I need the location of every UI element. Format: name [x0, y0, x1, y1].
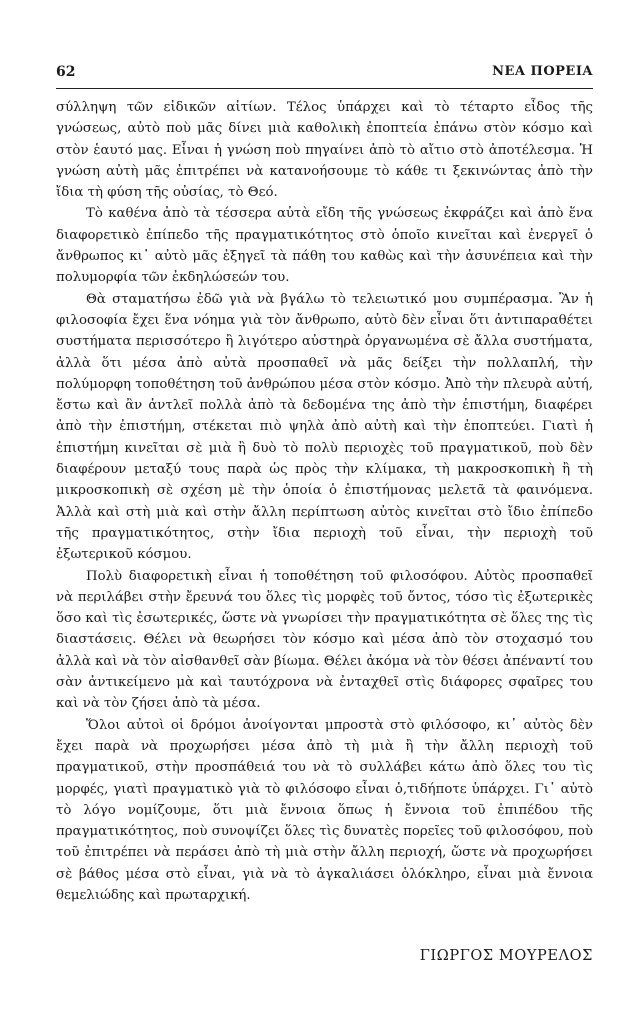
header-rule	[56, 88, 593, 89]
paragraph-conclusion: Θὰ σταματήσω ἐδῶ γιὰ νὰ βγάλω τὸ τελειωτικό μου συμπέρασμα. Ἂν ἡ φιλοσοφία ἔχει ἕνα νόημα γιὰ τὸν ἄνθρωπο, αὐτὸ δὲν εἶναι ὅτι ἀντιπαραθέτει συστήματα περισσότερο ἢ λιγότερο αὐστηρὰ ὀργανωμένα σὲ ἄλλα συστήματα, ἀλλὰ ὅτι μέσα ἀπὸ αὐτὰ προσπαθεῖ νὰ μᾶς δείξει τὴν πολλαπλή, τὴν πολύμορφη τοποθέτηση τοῦ ἀνθρώπου μέσα στὸν κόσμο. Ἀπὸ τὴν πλευρὰ αὐτή, ἔστω καὶ ἂν ἀντλεῖ πολλὰ ἀπὸ τὰ δεδομένα της ἀπὸ τὴν ἐπιστήμη, διαφέρει ἀπὸ τὴν ἐπιστήμη, στέκεται πιὸ ψηλὰ ἀπὸ αὐτὴ καὶ τὴν ἐποπτεύει. Γιατὶ ἡ ἐπιστήμη κινεῖται σὲ μιὰ ἢ δυὸ τὸ πολὺ περιοχὲς τοῦ πραγματικοῦ, ποὺ δὲν διαφέρουν μεταξύ τους παρὰ ὡς πρὸς τὴν κλίμακα, τὴ μακροσκοπικὴ ἢ τὴ μικροσκοπικὴ σὲ σχέση μὲ τὴν ὁποία ὁ ἐπιστήμονας μελετᾶ τὰ φαινόμενα. Ἀλλὰ καὶ στὴ μιὰ καὶ στὴν ἄλλη περίπτωση αὐτὸς κινεῖται στὸ ἴδιο ἐπίπεδο τῆς πραγματικότητος, στὴν ἴδια περιοχὴ τοῦ εἶναι, τὴν περιοχὴ τοῦ ἐξωτερικοῦ κόσμου.	[56, 291, 593, 563]
paragraph-philosopher-position: Πολὺ διαφορετικὴ εἶναι ἡ τοποθέτηση τοῦ φιλοσόφου. Αὐτὸς προσπαθεῖ νὰ περιλάβει στὴν ἔρευνά του ὅλες τὶς μορφὲς τοῦ ὄντος, τόσο τὶς ἐξωτερικὲς ὅσο καὶ τὶς ἐσωτερικές, ὥστε νὰ γνωρίσει τὴν πραγματικότητα σὲ ὅλες της τὶς διαστάσεις. Θέλει νὰ θεωρήσει τὸν κόσμο καὶ μέσα ἀπὸ τὸν στοχασμό του ἀλλὰ καὶ νὰ τὸν αἰσθανθεῖ σὰν βίωμα. Θέλει ἀκόμα νὰ τὸν θέσει ἀπέναντί του σὰν ἀντικείμενο μὰ καὶ ταυτόχρονα νὰ ἐνταχθεῖ στὶς διάφορες σφαῖρες του καὶ νὰ τὸν ζήσει ἀπὸ τὰ μέσα.	[56, 568, 593, 712]
running-header	[56, 64, 593, 88]
article-body	[56, 97, 593, 906]
author-signature: ΓΙΩΡΓΟΣ ΜΟΥΡΕΛΟΣ	[419, 948, 593, 964]
paragraph-continued: σύλληψη τῶν εἰδικῶν αἰτίων. Τέλος ὑπάρχει καὶ τὸ τέταρτο εἶδος τῆς γνώσεως, αὐτὸ ποὺ μᾶς δίνει μιὰ καθολικὴ ἐποπτεία ἐπάνω στὸν κόσμο καὶ στὸν ἑαυτό μας. Εἶναι ἡ γνώση ποὺ πηγαίνει ἀπὸ τὸ αἴτιο στὸ ἀποτέλεσμα. Ἡ γνώση αὐτὴ μᾶς ἐπιτρέπει νὰ κατανοήσουμε τὸ κάθε τι ξεκινώντας ἀπὸ τὴν ἴδια τὴ φύση τῆς οὐσίας, τὸ Θεό.	[56, 100, 593, 201]
paragraph-final: Ὅλοι αὐτοὶ οἱ δρόμοι ἀνοίγονται μπροστὰ στὸ φιλόσοφο, κι᾽ αὐτὸς δὲν ἔχει παρὰ νὰ προχωρήσει μέσα ἀπὸ τὴ μιὰ ἢ τὴν ἄλλη περιοχὴ τοῦ πραγματικοῦ, στὴν προσπάθειά του νὰ τὸ συλλάβει κάτω ἀπὸ ὅλες του τὶς μορφές, γιατὶ πραγματικὸ γιὰ τὸ φιλόσοφο εἶναι ὁ,τιδήποτε ὑπάρχει. Γι᾽ αὐτὸ τὸ λόγο νομίζουμε, ὅτι μιὰ ἔννοια ὅπως ἡ ἔννοια τοῦ ἐπιπέδου τῆς πραγματικότητος, ποὺ συνοψίζει ὅλες τὶς δυνατὲς πορεῖες τοῦ φιλοσόφου, ποὺ τοῦ ἐπιτρέπει νὰ περάσει ἀπὸ τὴ μιὰ στὴν ἄλλη περιοχή, ὥστε νὰ προχωρήσει σὲ βάθος μέσα στὸ εἶναι, γιὰ νὰ τὸ ἀγκαλιάσει ὁλόκληρο, εἶναι μιὰ ἔννοια θεμελιώδης καὶ πρωταρχική.	[56, 717, 593, 903]
paragraph-knowledge-levels: Τὸ καθένα ἀπὸ τὰ τέσσερα αὐτὰ εἴδη τῆς γνώσεως ἐκφράζει καὶ ἀπὸ ἕνα διαφορετικὸ ἐπίπεδο τῆς πραγματικότητος στὸ ὁποῖο κινεῖται καὶ ἐνεργεῖ ὁ ἄνθρωπος κι᾽ αὐτὸ μᾶς ἐξηγεῖ τὰ πάθη του καθὼς καὶ τὴν ἀσυνέπεια καὶ τὴν πολυμορφία τῶν ἐκδηλώσεών του.	[56, 206, 593, 286]
journal-title: ΝΕΑ ΠΟΡΕΙΑ	[492, 64, 593, 79]
page-number: 62	[56, 64, 76, 80]
